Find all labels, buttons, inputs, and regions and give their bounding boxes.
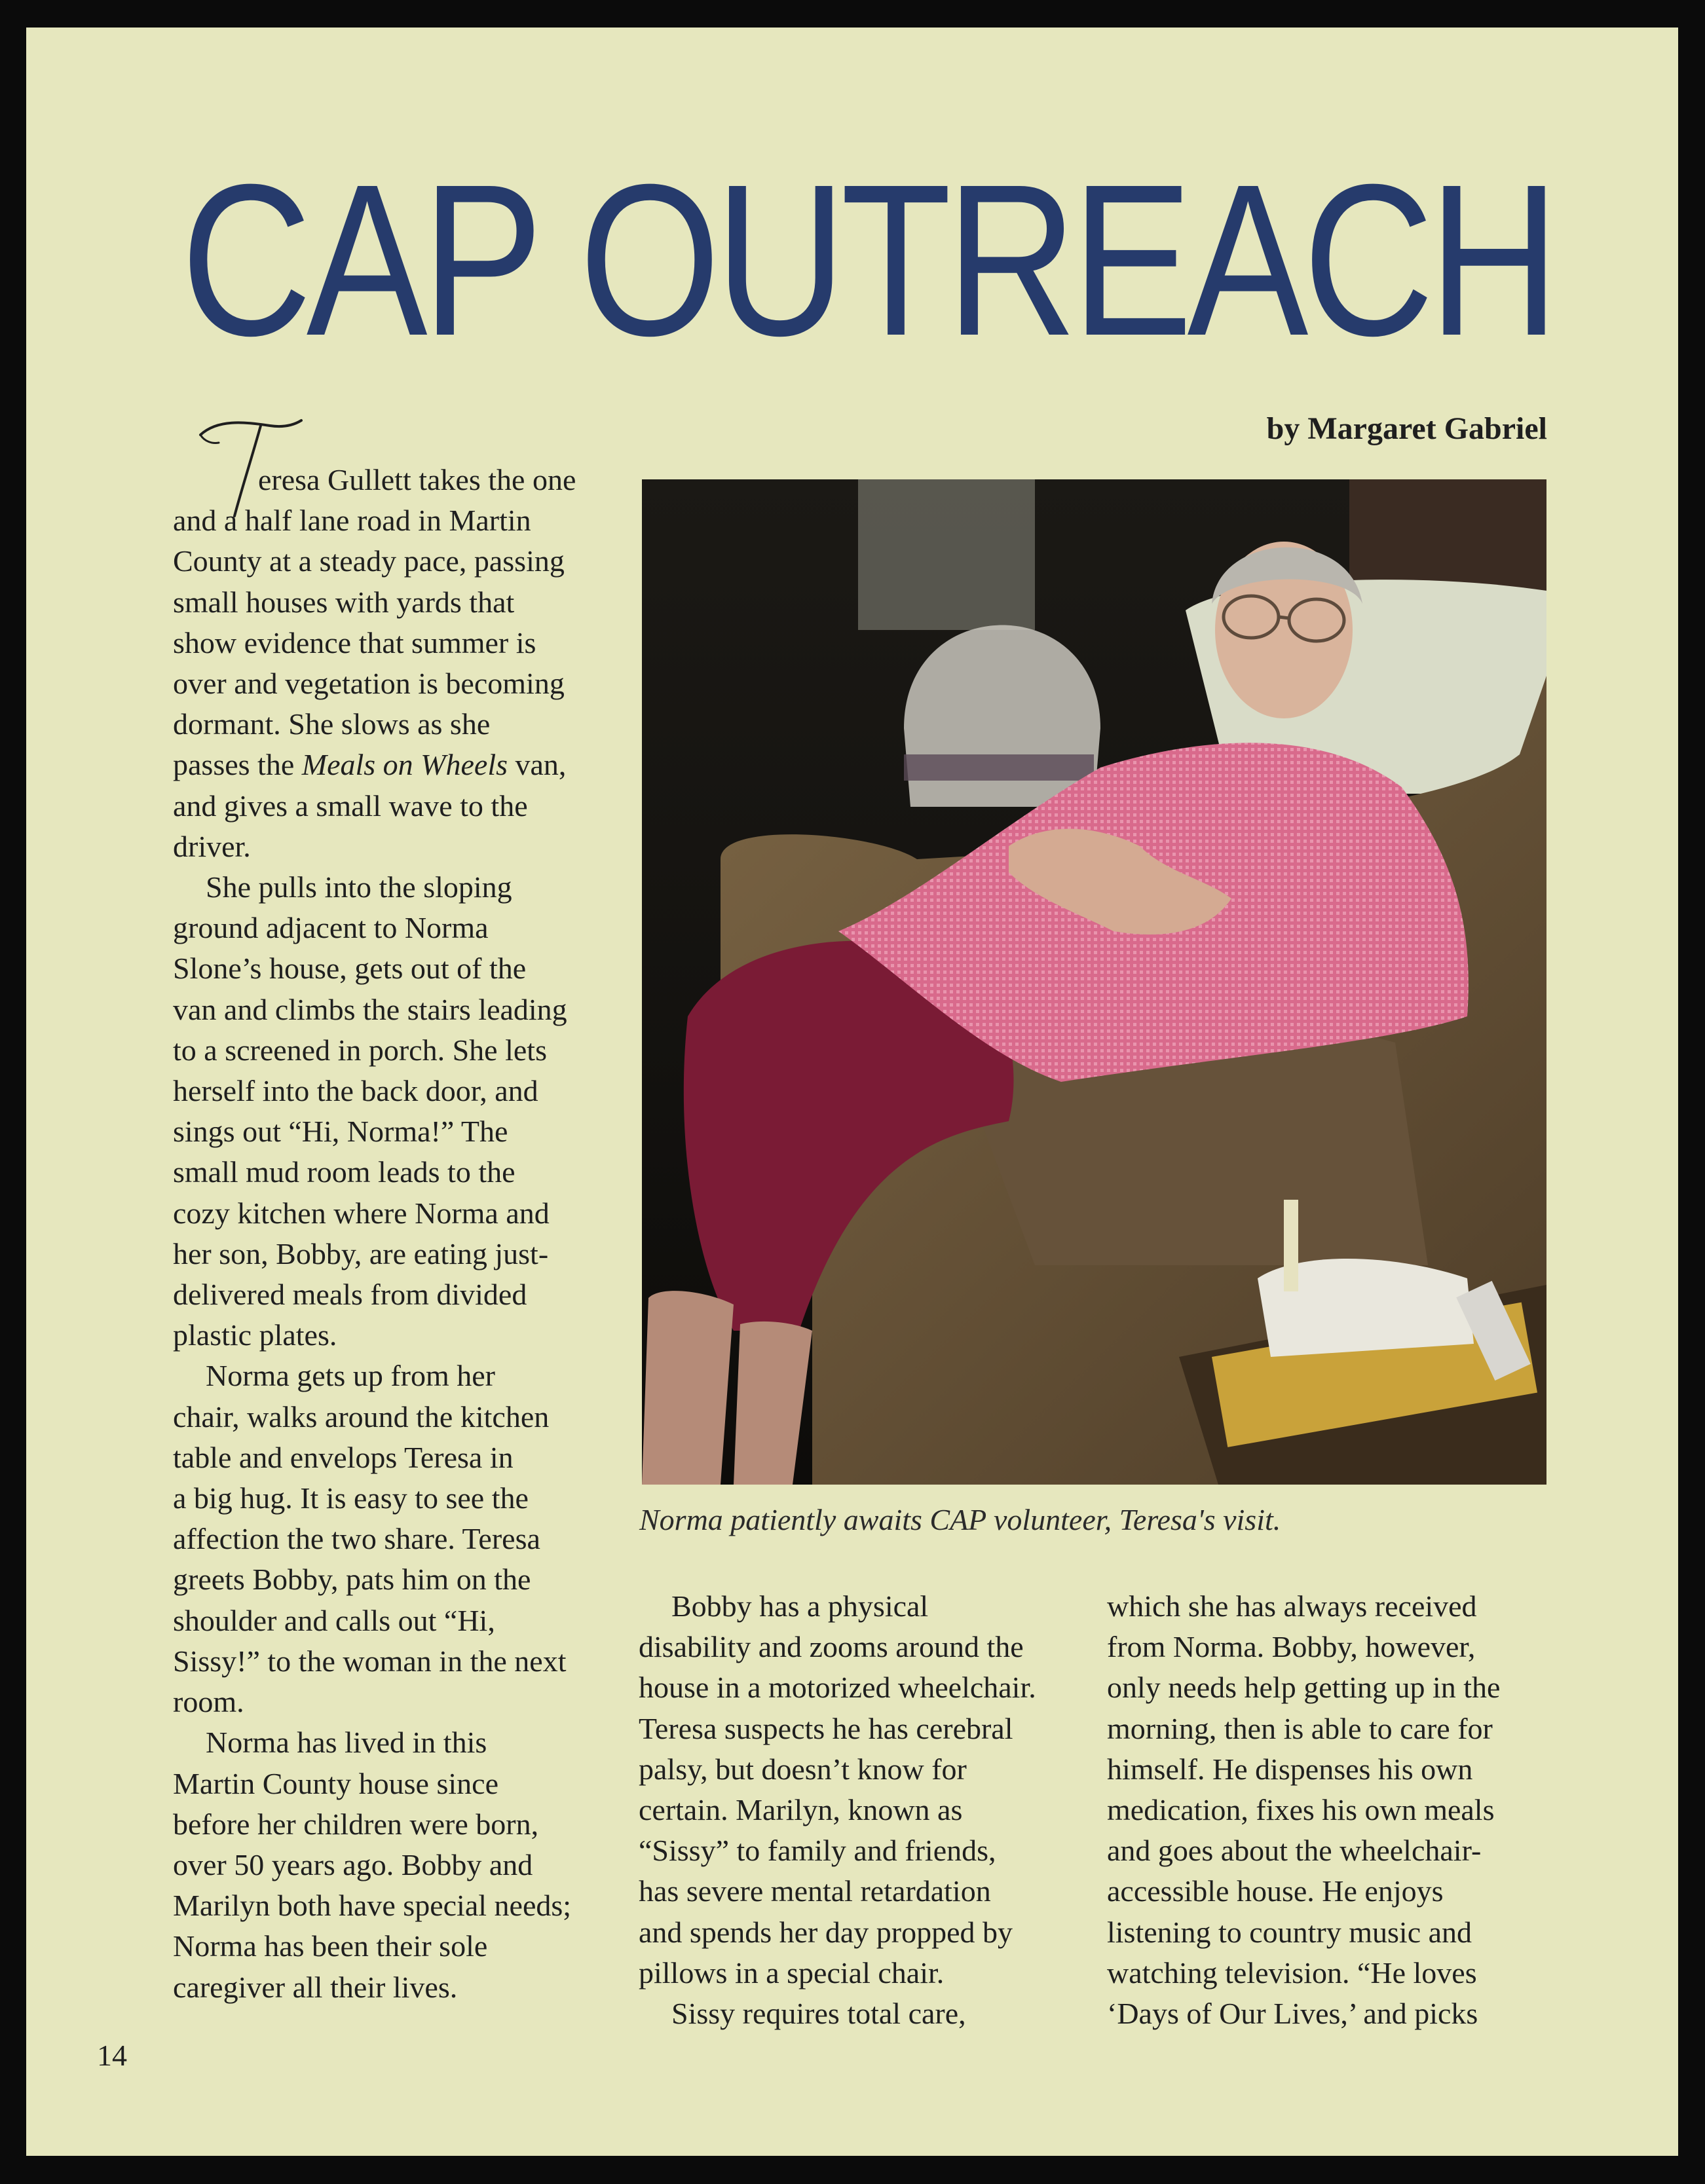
line-text: passes the [173, 748, 302, 782]
article-column-2 [639, 1586, 1097, 2034]
magazine-page [26, 28, 1678, 2156]
paragraph-line: Norma gets up from her [206, 1359, 495, 1393]
paragraph-line: over and vegetation is becoming [173, 667, 565, 701]
paragraph-line: himself. He dispenses his own [1107, 1752, 1473, 1786]
paragraph-line: Marilyn both have special needs; [173, 1889, 572, 1923]
page-number: 14 [97, 2039, 127, 2072]
paragraph-line: over 50 years ago. Bobby and [173, 1847, 533, 1881]
article-photo [642, 479, 1546, 1485]
paragraph-line: driver. [173, 829, 251, 863]
byline: by Margaret Gabriel [1266, 411, 1547, 446]
paragraph-line: shoulder and calls out “Hi, [173, 1603, 495, 1637]
paragraph-line: “Sissy” to family and friends, [639, 1834, 996, 1868]
paragraph-line: ground adjacent to Norma [173, 911, 489, 945]
paragraph-line: cozy kitchen where Norma and [173, 1196, 550, 1230]
paragraph-line: small houses with yards that [173, 585, 515, 619]
paragraph-line: eresa Gullett takes the one [258, 463, 576, 496]
paragraph-line: County at a steady pace, passing [173, 544, 565, 578]
paragraph-line: medication, fixes his own meals [1107, 1793, 1495, 1827]
paragraph-line: delivered meals from divided [173, 1278, 527, 1312]
paragraph-line [173, 745, 645, 785]
paragraph-line: house in a motorized wheelchair. [639, 1671, 1036, 1705]
paragraph-line: ‘Days of Our Lives,’ and picks [1107, 1997, 1478, 2031]
photo-caption: Norma patiently awaits CAP volunteer, Teresa's visit. [639, 1503, 1281, 1536]
paragraph-line: Norma has lived in this [206, 1726, 487, 1760]
paragraph-line: chair, walks around the kitchen [173, 1399, 550, 1434]
paragraph-line: van and climbs the stairs leading [173, 992, 567, 1026]
paragraph-line: morning, then is able to care for [1107, 1711, 1493, 1745]
paragraph-line: Teresa suspects he has cerebral [639, 1711, 1013, 1745]
paragraph-line: Sissy!” to the woman in the next [173, 1644, 567, 1678]
paragraph-line: from Norma. Bobby, however, [1107, 1630, 1476, 1664]
paragraph-line: caregiver all their lives. [173, 1970, 458, 2004]
paragraph-line: certain. Marilyn, known as [639, 1793, 963, 1827]
paragraph-line: palsy, but doesn’t know for [639, 1752, 967, 1786]
paragraph-line: only needs help getting up in the [1107, 1671, 1501, 1705]
paragraph-line: room. [173, 1685, 244, 1719]
paragraph-line: Slone’s house, gets out of the [173, 952, 527, 986]
paragraph-line: watching television. “He loves [1107, 1955, 1477, 1990]
paragraph-line: dormant. She slows as she [173, 707, 491, 741]
paragraph-line: Norma has been their sole [173, 1929, 488, 1963]
paragraph-line: a big hug. It is easy to see the [173, 1481, 529, 1515]
line-text: van, [508, 748, 567, 782]
paragraph-line: disability and zooms around the [639, 1630, 1024, 1664]
paragraph-line: accessible house. He enjoys [1107, 1874, 1444, 1908]
paragraph-line: Bobby has a physical [671, 1589, 929, 1623]
paragraph-line: her son, Bobby, are eating just- [173, 1236, 549, 1270]
article-column-3 [1107, 1586, 1565, 2034]
paragraph-line: and spends her day propped by [639, 1915, 1013, 1949]
paragraph-line: affection the two share. Teresa [173, 1522, 540, 1556]
paragraph-line: small mud room leads to the [173, 1155, 515, 1189]
paragraph-line: to a screened in porch. She lets [173, 1033, 547, 1067]
paragraph-line: and gives a small wave to the [173, 788, 528, 823]
paragraph-line: before her children were born, [173, 1807, 539, 1841]
paragraph-line: herself into the back door, and [173, 1074, 538, 1108]
paragraph-line: sings out “Hi, Norma!” The [173, 1115, 508, 1149]
article-title: CAP OUTREACH [181, 139, 1554, 380]
paragraph-line: listening to country music and [1107, 1915, 1472, 1949]
paragraph-line: Sissy requires total care, [671, 1997, 966, 2031]
paragraph-line: table and envelops Teresa in [173, 1440, 514, 1474]
paragraph-line: and goes about the wheelchair- [1107, 1834, 1482, 1868]
paragraph-line: plastic plates. [173, 1318, 337, 1352]
paragraph-line: has severe mental retardation [639, 1874, 991, 1908]
paragraph-line: Martin County house since [173, 1766, 498, 1800]
paragraph-line: greets Bobby, pats him on the [173, 1563, 531, 1597]
photo-illustration [642, 479, 1546, 1485]
paragraph-line: She pulls into the sloping [206, 870, 512, 904]
paragraph-line: and a half lane road in Martin [173, 504, 531, 538]
window-blinds [858, 479, 1035, 630]
article-column-1 [173, 460, 645, 2008]
program-name-italic: Meals on Wheels [301, 748, 508, 782]
paragraph-line: which she has always received [1107, 1589, 1477, 1623]
paragraph-line: show evidence that summer is [173, 625, 536, 659]
paragraph-line: pillows in a special chair. [639, 1955, 945, 1990]
